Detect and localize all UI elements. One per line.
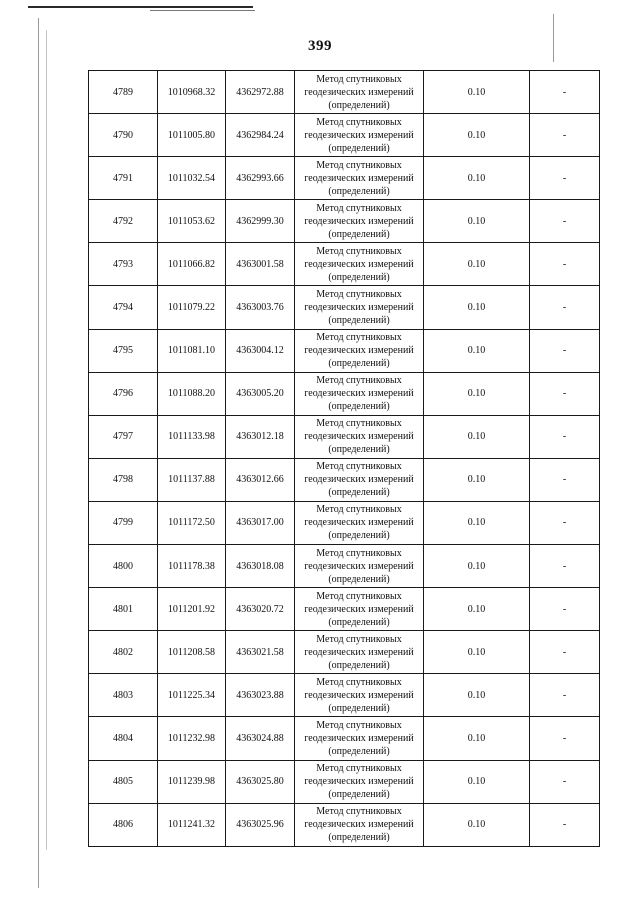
table-row [89, 415, 600, 458]
point-number-cell: 4791 [89, 157, 158, 200]
table-row [89, 717, 600, 760]
accuracy-cell: 0.10 [424, 372, 530, 415]
table-row [89, 674, 600, 717]
note-cell: - [530, 458, 600, 501]
method-line-3: (определений) [328, 185, 390, 197]
x-coordinate-cell: 1010968.32 [158, 71, 226, 114]
method-line-2: геодезических измерений [304, 603, 414, 615]
table-row [89, 71, 600, 114]
method-line-3: (определений) [328, 530, 390, 542]
method-line-2: геодезических измерений [304, 345, 414, 357]
method-line-2: геодезических измерений [304, 560, 414, 572]
method-line-3: (определений) [328, 659, 390, 671]
y-coordinate-cell: 4362984.24 [226, 114, 295, 157]
y-coordinate-cell: 4362972.88 [226, 71, 295, 114]
method-cell [295, 71, 424, 114]
note-cell: - [530, 114, 600, 157]
y-coordinate-cell: 4363025.96 [226, 803, 295, 846]
method-line-1: Метод спутниковых [316, 590, 402, 602]
note-cell: - [530, 588, 600, 631]
point-number-cell: 4796 [89, 372, 158, 415]
method-line-1: Метод спутниковых [316, 763, 402, 775]
x-coordinate-cell: 1011066.82 [158, 243, 226, 286]
accuracy-cell: 0.10 [424, 717, 530, 760]
note-cell: - [530, 329, 600, 372]
accuracy-cell: 0.10 [424, 760, 530, 803]
method-cell [295, 329, 424, 372]
method-line-1: Метод спутниковых [316, 633, 402, 645]
method-line-1: Метод спутниковых [316, 159, 402, 171]
method-line-2: геодезических измерений [304, 302, 414, 314]
table-row [89, 114, 600, 157]
table-row [89, 458, 600, 501]
point-number-cell: 4798 [89, 458, 158, 501]
scan-artifact-top-line-thin [150, 10, 255, 11]
point-number-cell: 4792 [89, 200, 158, 243]
note-cell: - [530, 545, 600, 588]
x-coordinate-cell: 1011225.34 [158, 674, 226, 717]
accuracy-cell: 0.10 [424, 674, 530, 717]
accuracy-cell: 0.10 [424, 243, 530, 286]
note-cell: - [530, 71, 600, 114]
table-row [89, 243, 600, 286]
accuracy-cell: 0.10 [424, 501, 530, 544]
method-line-1: Метод спутниковых [316, 719, 402, 731]
method-cell [295, 631, 424, 674]
method-cell [295, 286, 424, 329]
table-row [89, 501, 600, 544]
method-line-1: Метод спутниковых [316, 73, 402, 85]
method-line-1: Метод спутниковых [316, 547, 402, 559]
method-line-1: Метод спутниковых [316, 504, 402, 516]
method-cell [295, 157, 424, 200]
method-line-3: (определений) [328, 702, 390, 714]
x-coordinate-cell: 1011208.58 [158, 631, 226, 674]
x-coordinate-cell: 1011032.54 [158, 157, 226, 200]
point-number-cell: 4803 [89, 674, 158, 717]
method-cell [295, 372, 424, 415]
method-line-2: геодезических измерений [304, 689, 414, 701]
accuracy-cell: 0.10 [424, 415, 530, 458]
method-line-2: геодезических измерений [304, 172, 414, 184]
method-line-1: Метод спутниковых [316, 806, 402, 818]
point-number-cell: 4801 [89, 588, 158, 631]
method-line-3: (определений) [328, 228, 390, 240]
x-coordinate-cell: 1011172.50 [158, 501, 226, 544]
method-line-1: Метод спутниковых [316, 116, 402, 128]
method-line-3: (определений) [328, 99, 390, 111]
table-row [89, 372, 600, 415]
y-coordinate-cell: 4363018.08 [226, 545, 295, 588]
method-line-1: Метод спутниковых [316, 202, 402, 214]
method-line-2: геодезических измерений [304, 215, 414, 227]
note-cell: - [530, 501, 600, 544]
y-coordinate-cell: 4363023.88 [226, 674, 295, 717]
accuracy-cell: 0.10 [424, 545, 530, 588]
method-cell [295, 803, 424, 846]
table-row [89, 200, 600, 243]
y-coordinate-cell: 4363024.88 [226, 717, 295, 760]
table-row [89, 588, 600, 631]
x-coordinate-cell: 1011178.38 [158, 545, 226, 588]
method-line-2: геодезических измерений [304, 86, 414, 98]
scan-artifact-margin-line [46, 30, 47, 850]
method-line-3: (определений) [328, 745, 390, 757]
accuracy-cell: 0.10 [424, 803, 530, 846]
method-cell [295, 458, 424, 501]
point-number-cell: 4790 [89, 114, 158, 157]
method-line-2: геодезических измерений [304, 474, 414, 486]
accuracy-cell: 0.10 [424, 458, 530, 501]
x-coordinate-cell: 1011088.20 [158, 372, 226, 415]
x-coordinate-cell: 1011079.22 [158, 286, 226, 329]
x-coordinate-cell: 1011137.88 [158, 458, 226, 501]
point-number-cell: 4793 [89, 243, 158, 286]
method-cell [295, 717, 424, 760]
table-row [89, 631, 600, 674]
y-coordinate-cell: 4362993.66 [226, 157, 295, 200]
accuracy-cell: 0.10 [424, 71, 530, 114]
accuracy-cell: 0.10 [424, 329, 530, 372]
method-line-2: геодезических измерений [304, 732, 414, 744]
method-line-2: геодезических измерений [304, 646, 414, 658]
note-cell: - [530, 286, 600, 329]
point-number-cell: 4805 [89, 760, 158, 803]
method-cell [295, 501, 424, 544]
method-line-2: геодезических измерений [304, 388, 414, 400]
method-line-3: (определений) [328, 358, 390, 370]
method-line-3: (определений) [328, 789, 390, 801]
method-line-1: Метод спутниковых [316, 332, 402, 344]
method-line-3: (определений) [328, 616, 390, 628]
method-line-2: геодезических измерений [304, 819, 414, 831]
accuracy-cell: 0.10 [424, 588, 530, 631]
method-line-2: геодезических измерений [304, 258, 414, 270]
x-coordinate-cell: 1011201.92 [158, 588, 226, 631]
method-line-3: (определений) [328, 832, 390, 844]
point-number-cell: 4795 [89, 329, 158, 372]
x-coordinate-cell: 1011232.98 [158, 717, 226, 760]
method-line-3: (определений) [328, 315, 390, 327]
coordinates-table [88, 70, 600, 847]
note-cell: - [530, 631, 600, 674]
y-coordinate-cell: 4363003.76 [226, 286, 295, 329]
method-line-3: (определений) [328, 401, 390, 413]
accuracy-cell: 0.10 [424, 114, 530, 157]
note-cell: - [530, 372, 600, 415]
method-line-1: Метод спутниковых [316, 461, 402, 473]
method-line-1: Метод спутниковых [316, 375, 402, 387]
table-row [89, 157, 600, 200]
table-row [89, 545, 600, 588]
note-cell: - [530, 674, 600, 717]
y-coordinate-cell: 4363004.12 [226, 329, 295, 372]
point-number-cell: 4800 [89, 545, 158, 588]
point-number-cell: 4797 [89, 415, 158, 458]
note-cell: - [530, 243, 600, 286]
note-cell: - [530, 760, 600, 803]
method-cell [295, 200, 424, 243]
method-line-1: Метод спутниковых [316, 245, 402, 257]
method-line-3: (определений) [328, 444, 390, 456]
method-line-2: геодезических измерений [304, 776, 414, 788]
note-cell: - [530, 803, 600, 846]
coordinates-table-body [89, 71, 600, 847]
x-coordinate-cell: 1011081.10 [158, 329, 226, 372]
method-cell [295, 760, 424, 803]
method-line-3: (определений) [328, 487, 390, 499]
x-coordinate-cell: 1011133.98 [158, 415, 226, 458]
accuracy-cell: 0.10 [424, 286, 530, 329]
method-line-3: (определений) [328, 573, 390, 585]
x-coordinate-cell: 1011239.98 [158, 760, 226, 803]
method-line-3: (определений) [328, 271, 390, 283]
y-coordinate-cell: 4363001.58 [226, 243, 295, 286]
method-line-3: (определений) [328, 142, 390, 154]
method-line-1: Метод спутниковых [316, 676, 402, 688]
y-coordinate-cell: 4363017.00 [226, 501, 295, 544]
point-number-cell: 4799 [89, 501, 158, 544]
y-coordinate-cell: 4363021.58 [226, 631, 295, 674]
method-line-2: геодезических измерений [304, 129, 414, 141]
y-coordinate-cell: 4363025.80 [226, 760, 295, 803]
method-cell [295, 243, 424, 286]
method-line-1: Метод спутниковых [316, 289, 402, 301]
point-number-cell: 4789 [89, 71, 158, 114]
note-cell: - [530, 415, 600, 458]
method-line-1: Метод спутниковых [316, 418, 402, 430]
y-coordinate-cell: 4363020.72 [226, 588, 295, 631]
accuracy-cell: 0.10 [424, 157, 530, 200]
y-coordinate-cell: 4363005.20 [226, 372, 295, 415]
method-cell [295, 674, 424, 717]
x-coordinate-cell: 1011005.80 [158, 114, 226, 157]
table-row [89, 286, 600, 329]
method-line-2: геодезических измерений [304, 431, 414, 443]
point-number-cell: 4806 [89, 803, 158, 846]
note-cell: - [530, 157, 600, 200]
x-coordinate-cell: 1011053.62 [158, 200, 226, 243]
table-row [89, 803, 600, 846]
point-number-cell: 4804 [89, 717, 158, 760]
note-cell: - [530, 717, 600, 760]
scan-artifact-margin-line [38, 18, 39, 888]
table-row [89, 760, 600, 803]
method-cell [295, 545, 424, 588]
x-coordinate-cell: 1011241.32 [158, 803, 226, 846]
note-cell: - [530, 200, 600, 243]
method-line-2: геодезических измерений [304, 517, 414, 529]
scan-artifact-top-line [28, 6, 253, 8]
point-number-cell: 4802 [89, 631, 158, 674]
accuracy-cell: 0.10 [424, 200, 530, 243]
y-coordinate-cell: 4363012.66 [226, 458, 295, 501]
method-cell [295, 114, 424, 157]
y-coordinate-cell: 4362999.30 [226, 200, 295, 243]
method-cell [295, 415, 424, 458]
accuracy-cell: 0.10 [424, 631, 530, 674]
y-coordinate-cell: 4363012.18 [226, 415, 295, 458]
point-number-cell: 4794 [89, 286, 158, 329]
method-cell [295, 588, 424, 631]
page-number: 399 [308, 38, 332, 54]
table-row [89, 329, 600, 372]
